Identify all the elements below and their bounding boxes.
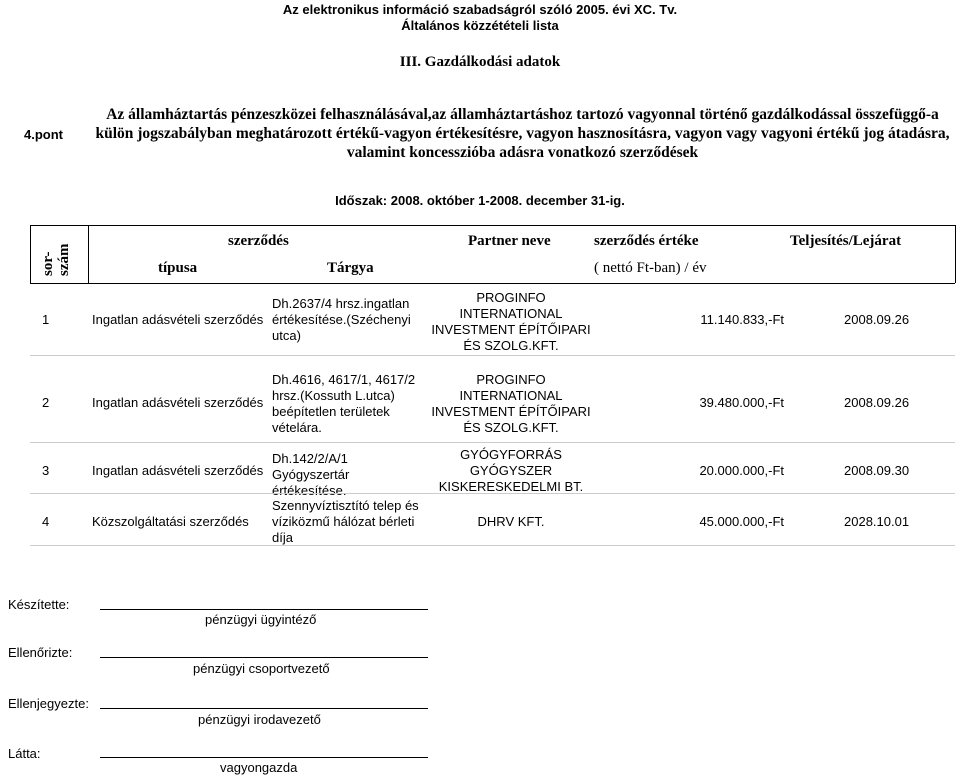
row4-type: Közszolgáltatási szerződés xyxy=(92,514,249,529)
signature-line xyxy=(100,708,428,709)
row1-subject-line: értékesítése.(Széchenyi xyxy=(272,312,411,327)
point-text-line3: valamint koncesszióba adásra vonatkozó szerződések xyxy=(346,144,699,161)
row3-date: 2008.09.30 xyxy=(844,463,910,478)
header-szerzodes: szerződés xyxy=(228,233,289,249)
signature-line xyxy=(100,609,428,610)
row3-partner-line: GYÓGYFORRÁS xyxy=(460,447,562,462)
row3-subject xyxy=(272,451,349,499)
row4-value: 45.000.000,-Ft xyxy=(699,514,784,529)
row3-num: 3 xyxy=(42,463,50,478)
row2-subject-line: beépítetlen területek xyxy=(272,404,390,419)
signature-label-latta: Látta: xyxy=(8,746,41,761)
row4-subject-line: Szennyvíztisztító telep és xyxy=(272,498,419,513)
row1-subject xyxy=(272,296,411,344)
row2-partner-line: INVESTMENT ÉPÍTŐIPARI xyxy=(431,404,591,419)
row3-partner-line: GYÓGYSZER xyxy=(469,463,553,478)
row1-subject-line: utca) xyxy=(272,328,301,343)
row1-num: 1 xyxy=(42,312,50,327)
point-text xyxy=(90,105,955,162)
row2-partner-line: ÉS SZOLG.KFT. xyxy=(463,420,559,435)
sorszam-line2: szám xyxy=(56,243,72,276)
row-divider xyxy=(30,545,955,546)
row3-subject-line: értékesítése. xyxy=(272,483,347,498)
section-title: III. Gazdálkodási adatok xyxy=(399,54,561,70)
row2-subject xyxy=(272,372,415,436)
header-targya: Tárgya xyxy=(327,260,374,276)
row3-partner-line: KISKERESKEDELMI BT. xyxy=(438,479,584,494)
row3-subject-line: Gyógyszertár xyxy=(272,467,350,482)
row1-partner-line: INTERNATIONAL xyxy=(459,306,563,321)
row1-value: 11.140.833,-Ft xyxy=(700,312,784,327)
row2-partner-line: INTERNATIONAL xyxy=(459,388,563,403)
signature-title-3: pénzügyi irodavezető xyxy=(198,712,321,727)
row1-partner-line: INVESTMENT ÉPÍTŐIPARI xyxy=(431,322,591,337)
signature-title-1: pénzügyi ügyintéző xyxy=(205,612,317,627)
row1-type: Ingatlan adásvételi szerződés xyxy=(92,312,264,327)
row2-num: 2 xyxy=(42,395,50,410)
row4-num: 4 xyxy=(42,514,50,529)
table-left-border xyxy=(30,225,31,283)
row4-partner-line: DHRV KFT. xyxy=(477,514,545,529)
row2-subject-line: hrsz.(Kossuth L.utca) xyxy=(272,388,395,403)
table-sorszam-border xyxy=(88,225,89,283)
row3-partner xyxy=(426,447,596,495)
signature-title-4: vagyongazda xyxy=(220,760,298,775)
signature-label-ellenorizte: Ellenőrizte: xyxy=(8,645,73,660)
table-top-border xyxy=(30,225,955,226)
row4-partner xyxy=(426,514,596,530)
header-tipusa: típusa xyxy=(158,260,198,276)
signature-line xyxy=(100,657,428,658)
row1-partner-line: ÉS SZOLG.KFT. xyxy=(463,338,559,353)
period: Időszak: 2008. október 1-2008. december 31-ig. xyxy=(335,193,625,208)
table-right-border xyxy=(955,225,956,283)
row2-partner-line: PROGINFO xyxy=(476,372,546,387)
row4-subject-line: víziközmű hálózat bérleti xyxy=(272,514,415,529)
header-ertek: szerződés értéke xyxy=(594,233,699,249)
row1-partner xyxy=(426,290,596,354)
row4-date: 2028.10.01 xyxy=(844,514,910,529)
header-partner: Partner neve xyxy=(468,233,551,249)
row3-type: Ingatlan adásvételi szerződés xyxy=(92,463,264,478)
signature-label-ellenjegyezte: Ellenjegyezte: xyxy=(8,696,89,711)
signature-title-2: pénzügyi csoportvezető xyxy=(193,661,330,676)
row4-subject-line: díja xyxy=(272,530,293,545)
row2-type: Ingatlan adásvételi szerződés xyxy=(92,395,264,410)
row2-subject-line: Dh.4616, 4617/1, 4617/2 xyxy=(272,372,416,387)
sorszam-header xyxy=(40,232,80,278)
row2-partner xyxy=(426,372,596,436)
document-subtitle: Általános közzétételi lista xyxy=(401,18,559,33)
signature-label-keszitette: Készítette: xyxy=(8,597,70,612)
signature-line xyxy=(100,757,428,758)
row4-subject xyxy=(272,498,419,546)
row-divider xyxy=(30,355,955,356)
row2-date: 2008.09.26 xyxy=(844,395,910,410)
table-header-bottom-border xyxy=(30,283,955,284)
row2-subject-line: vételára. xyxy=(272,420,322,435)
sorszam-line1: sor- xyxy=(40,251,56,276)
header-netto: ( nettó Ft-ban) / év xyxy=(594,260,707,276)
point-text-line2: külön jogszabályban meghatározott értékű-vagyon értékesítésre, vagyon hasznosításra, vagyon vagy vagyoni értékű jog átadásra, xyxy=(95,125,950,142)
document-title: Az elektronikus információ szabadságról szóló 2005. évi XC. Tv. xyxy=(282,2,678,17)
point-text-line1: Az államháztartás pénzeszközei felhasználásával,az államháztartáshoz tartozó vagyonnal történő gazdálkodással összefüggő-a xyxy=(106,106,939,123)
point-label: 4.pont xyxy=(24,127,63,142)
row3-value: 20.000.000,-Ft xyxy=(699,463,784,478)
header-teljesites: Teljesítés/Lejárat xyxy=(790,233,902,249)
row-divider xyxy=(30,442,955,443)
row1-date: 2008.09.26 xyxy=(844,312,910,327)
row1-subject-line: Dh.2637/4 hrsz.ingatlan xyxy=(272,296,410,311)
row1-partner-line: PROGINFO xyxy=(476,290,546,305)
row2-value: 39.480.000,-Ft xyxy=(699,395,784,410)
row3-subject-line: Dh.142/2/A/1 xyxy=(272,451,348,466)
row-divider xyxy=(30,493,955,494)
